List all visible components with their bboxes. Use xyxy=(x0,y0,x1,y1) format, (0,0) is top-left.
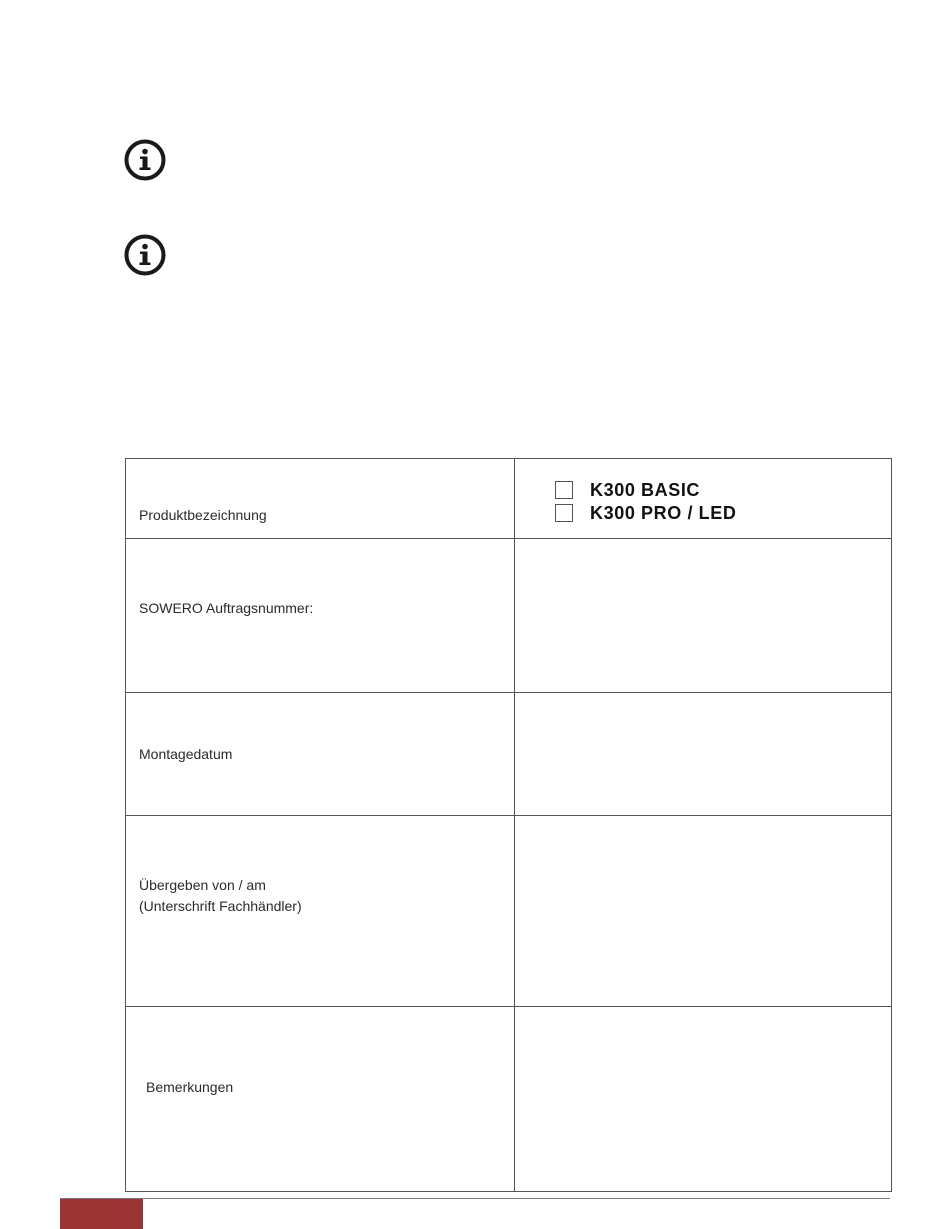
product-label: Produktbezeichnung xyxy=(126,459,515,539)
handover-form-table xyxy=(125,458,892,1192)
form-row-order-number xyxy=(126,539,892,693)
product-option-pro-led[interactable] xyxy=(555,502,891,525)
form-row-assembly-date xyxy=(126,693,892,816)
form-row-handover xyxy=(126,816,892,1007)
form-row-product xyxy=(126,459,892,539)
order-number-field[interactable] xyxy=(515,539,892,693)
assembly-date-label: Montagedatum xyxy=(126,693,515,816)
handover-label-line2: (Unterschrift Fachhändler) xyxy=(139,898,302,914)
option-label-k300-basic: K300 BASIC xyxy=(590,479,701,500)
product-option-list xyxy=(515,473,891,525)
handover-signature-field[interactable] xyxy=(515,816,892,1007)
handover-label-line1: Übergeben von / am xyxy=(139,877,266,893)
footer-divider xyxy=(60,1198,890,1199)
remarks-label: Bemerkungen xyxy=(126,1007,515,1192)
checkbox-k300-pro-led[interactable] xyxy=(555,504,573,522)
checkbox-k300-basic[interactable] xyxy=(555,481,573,499)
info-icon xyxy=(124,139,166,181)
info-icon xyxy=(124,234,166,276)
product-option-basic[interactable] xyxy=(555,479,891,502)
remarks-field[interactable] xyxy=(515,1007,892,1192)
handover-label xyxy=(126,816,515,1007)
assembly-date-field[interactable] xyxy=(515,693,892,816)
product-options-cell xyxy=(515,459,892,539)
option-label-k300-pro-led: K300 PRO / LED xyxy=(590,502,737,523)
form-row-remarks xyxy=(126,1007,892,1192)
order-number-label: SOWERO Auftragsnummer: xyxy=(126,539,515,693)
footer-accent-tab xyxy=(60,1199,143,1229)
